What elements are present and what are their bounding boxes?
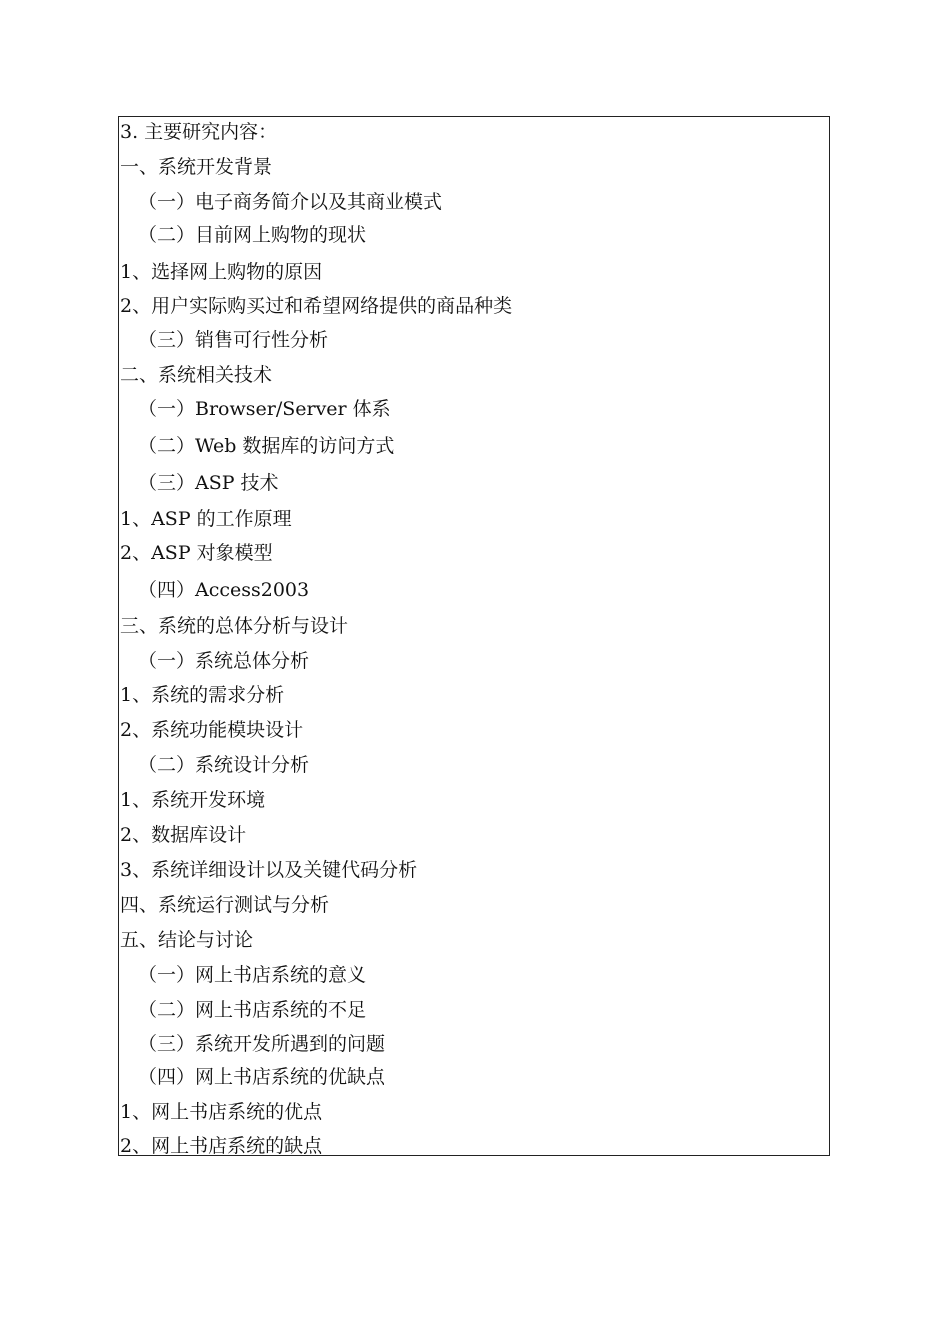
outline-item: （一）Browser/Server 体系	[138, 398, 391, 420]
section-heading: 3. 主要研究内容：	[120, 121, 278, 143]
outline-item: （一）网上书店系统的意义	[138, 964, 367, 986]
outline-item: 1、网上书店系统的优点	[120, 1101, 323, 1123]
outline-item: 一、系统开发背景	[120, 156, 273, 178]
outline-item: （一）电子商务简介以及其商业模式	[138, 191, 443, 213]
outline-item: 三、系统的总体分析与设计	[120, 615, 349, 637]
outline-item: （三）系统开发所遇到的问题	[138, 1033, 386, 1055]
outline-item: 2、网上书店系统的缺点	[120, 1135, 323, 1157]
outline-item: 四、系统运行测试与分析	[120, 894, 330, 916]
outline-item: 二、系统相关技术	[120, 364, 273, 386]
outline-item: 1、ASP 的工作原理	[120, 508, 292, 530]
outline-item: （一）系统总体分析	[138, 650, 310, 672]
outline-item: （三）销售可行性分析	[138, 329, 329, 351]
outline-item: （二）Web 数据库的访问方式	[138, 435, 395, 457]
outline-item: 2、ASP 对象模型	[120, 542, 273, 564]
outline-item: 1、系统的需求分析	[120, 684, 285, 706]
outline-item: （四）网上书店系统的优缺点	[138, 1066, 386, 1088]
outline-item: 1、选择网上购物的原因	[120, 261, 323, 283]
outline-item: 2、系统功能模块设计	[120, 719, 304, 741]
outline-item: （二）目前网上购物的现状	[138, 224, 367, 246]
outline-item: （二）网上书店系统的不足	[138, 999, 367, 1021]
outline-item: 2、数据库设计	[120, 824, 247, 846]
outline-item: （四）Access2003	[138, 579, 310, 601]
outline-item: 1、系统开发环境	[120, 789, 266, 811]
outline-item: （二）系统设计分析	[138, 754, 310, 776]
outline-item: 五、结论与讨论	[120, 929, 254, 951]
content-box	[118, 116, 830, 1156]
outline-item: （三）ASP 技术	[138, 472, 279, 494]
outline-item: 2、用户实际购买过和希望网络提供的商品种类	[120, 295, 513, 317]
outline-item: 3、系统详细设计以及关键代码分析	[120, 859, 418, 881]
